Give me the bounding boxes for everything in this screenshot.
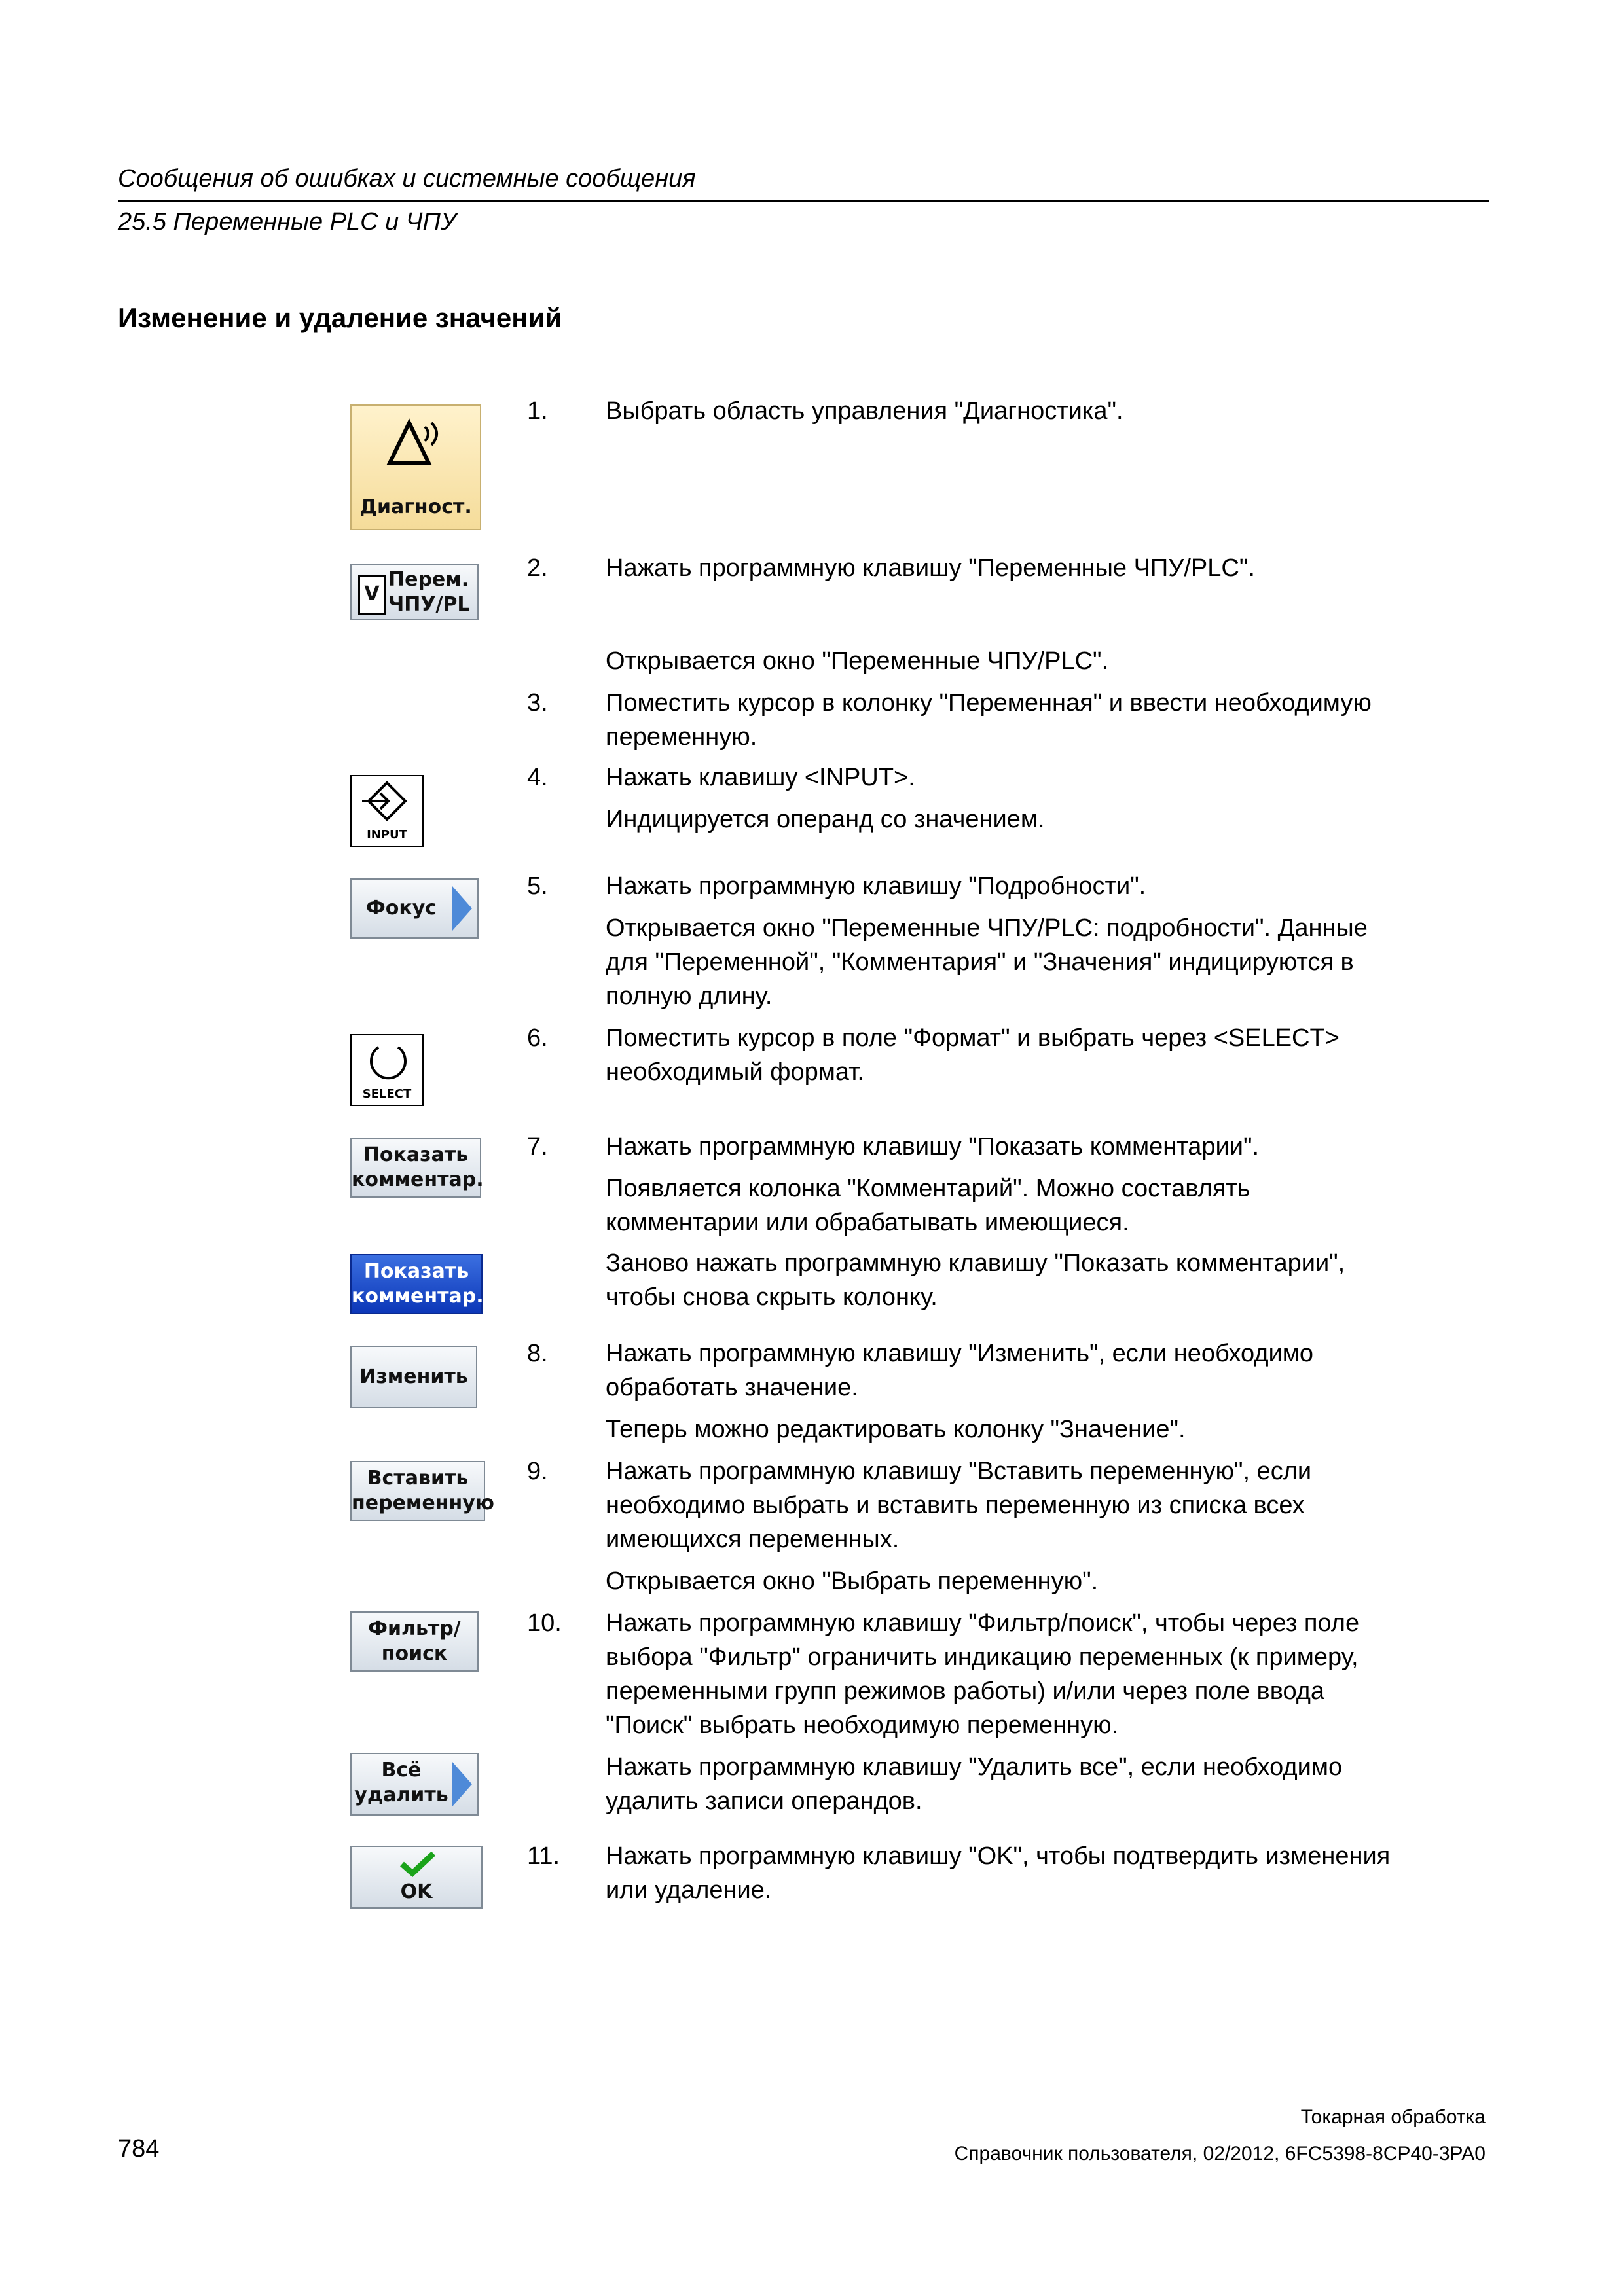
step-note: Открывается окно "Переменные ЧПУ/PLC: подробности". Данные — [606, 914, 1368, 942]
ok-softkey[interactable] — [350, 1846, 483, 1909]
step-note: для "Переменной", "Комментария" и "Значения" индицируются в — [606, 948, 1354, 976]
step-text: необходимый формат. — [606, 1058, 864, 1086]
step-text: Нажать программную клавишу "Фильтр/поиск", чтобы через поле — [606, 1609, 1360, 1637]
step-note: Индицируется операнд со значением. — [606, 806, 1045, 833]
input-key[interactable] — [350, 775, 424, 847]
delete-all-softkey[interactable] — [350, 1753, 479, 1816]
edit-softkey[interactable] — [350, 1346, 477, 1408]
show-comments-label-2: комментар. — [352, 1168, 484, 1191]
step-note: Открывается окно "Переменные ЧПУ/PLC". — [606, 647, 1109, 675]
step-number: 7. — [527, 1133, 548, 1160]
step-number: 2. — [527, 554, 548, 582]
ok-label: OK — [400, 1880, 433, 1903]
step-note: Открывается окно "Выбрать переменную". — [606, 1568, 1099, 1595]
variables-label-1: Перем. — [388, 568, 469, 591]
focus-label: Фокус — [365, 897, 437, 920]
step-number: 3. — [527, 689, 548, 717]
step-text: Нажать клавишу <INPUT>. — [606, 764, 915, 791]
step-text: или удаление. — [606, 1876, 772, 1904]
page-title: Изменение и удаление значений — [118, 302, 562, 333]
arrow-right-icon — [452, 886, 472, 931]
input-arrow-icon — [359, 780, 414, 823]
show-comments-softkey-active[interactable] — [350, 1254, 483, 1314]
step-number: 5. — [527, 872, 548, 900]
step-note: удалить записи операндов. — [606, 1787, 922, 1815]
step-text: Поместить курсор в колонку "Переменная" и ввести необходимую — [606, 689, 1372, 717]
step-text: "Поиск" выбрать необходимую переменную. — [606, 1712, 1119, 1739]
step-text: Нажать программную клавишу "Переменные ЧПУ/PLC". — [606, 554, 1255, 582]
nc-plc-variables-softkey[interactable] — [350, 564, 479, 620]
step-text: Поместить курсор в поле "Формат" и выбрать через <SELECT> — [606, 1024, 1340, 1052]
footer-product: Токарная обработка — [1300, 2106, 1486, 2128]
step-text: выбора "Фильтр" ограничить индикацию переменных (к примеру, — [606, 1643, 1359, 1671]
insert-variable-softkey[interactable] — [350, 1461, 494, 1521]
footer-manual: Справочник пользователя, 02/2012, 6FC5398-8CP40-3PA0 — [954, 2143, 1486, 2164]
step-number: 10. — [527, 1609, 562, 1637]
step-text: Нажать программную клавишу "OK", чтобы подтвердить изменения — [606, 1842, 1391, 1870]
step-text: Нажать программную клавишу "Вставить переменную", если — [606, 1458, 1312, 1485]
insert-variable-label-2: переменную — [352, 1492, 494, 1515]
page-number: 784 — [118, 2135, 160, 2162]
delete-all-label-1: Всё — [381, 1759, 422, 1782]
variables-v-icon: V — [358, 575, 386, 615]
diagnostics-softkey[interactable] — [350, 404, 481, 530]
show-comments-softkey[interactable] — [350, 1138, 484, 1198]
step-text: Нажать программную клавишу "Изменить", если необходимо — [606, 1340, 1314, 1367]
header-rule — [118, 200, 1489, 202]
filter-search-softkey[interactable] — [350, 1611, 479, 1672]
section-header: 25.5 Переменные PLC и ЧПУ — [118, 208, 457, 236]
step-note: полную длину. — [606, 982, 773, 1010]
step-note: Заново нажать программную клавишу "Показать комментарии", — [606, 1249, 1345, 1277]
show-comments-active-label-2: комментар. — [352, 1285, 484, 1308]
arrow-right-icon — [452, 1762, 472, 1806]
step-number: 6. — [527, 1024, 548, 1052]
step-note: комментарии или обрабатывать имеющиеся. — [606, 1209, 1129, 1236]
delete-all-label-2: удалить — [354, 1784, 448, 1806]
step-number: 11. — [527, 1842, 560, 1870]
variables-label-2: ЧПУ/PL — [388, 593, 470, 616]
step-text: обработать значение. — [606, 1374, 858, 1401]
chapter-header: Сообщения об ошибках и системные сообщения — [118, 165, 696, 192]
step-text: Выбрать область управления "Диагностика". — [606, 397, 1123, 425]
input-key-label: INPUT — [367, 828, 407, 842]
step-note: Появляется колонка "Комментарий". Можно составлять — [606, 1175, 1250, 1202]
step-number: 8. — [527, 1340, 548, 1367]
show-comments-label-1: Показать — [363, 1143, 469, 1166]
filter-search-label-2: поиск — [381, 1642, 448, 1665]
diagnostics-label: Диагност. — [359, 495, 472, 518]
step-text: необходимо выбрать и вставить переменную из списка всех — [606, 1492, 1305, 1519]
filter-search-label-1: Фильтр/ — [368, 1617, 461, 1640]
step-text: имеющихся переменных. — [606, 1526, 900, 1553]
diagnostics-icon — [384, 416, 450, 474]
step-note: Теперь можно редактировать колонку "Значение". — [606, 1416, 1186, 1443]
select-key-label: SELECT — [362, 1087, 412, 1101]
step-note: Нажать программную клавишу "Удалить все", если необходимо — [606, 1753, 1343, 1781]
edit-label: Изменить — [359, 1365, 468, 1388]
step-note: чтобы снова скрыть колонку. — [606, 1283, 938, 1311]
step-number: 1. — [527, 397, 548, 425]
step-number: 4. — [527, 764, 548, 791]
checkmark-icon — [399, 1851, 436, 1877]
step-text: Нажать программную клавишу "Подробности". — [606, 872, 1146, 900]
step-text: Нажать программную клавишу "Показать комментарии". — [606, 1133, 1260, 1160]
select-circle-icon — [365, 1041, 411, 1084]
show-comments-active-label-1: Показать — [363, 1260, 469, 1283]
insert-variable-label-1: Вставить — [367, 1467, 469, 1490]
step-text: переменными групп режимов работы) и/или через поле ввода — [606, 1677, 1325, 1705]
step-number: 9. — [527, 1458, 548, 1485]
step-text: переменную. — [606, 723, 757, 751]
focus-softkey[interactable] — [350, 878, 479, 939]
select-key[interactable] — [350, 1034, 424, 1106]
